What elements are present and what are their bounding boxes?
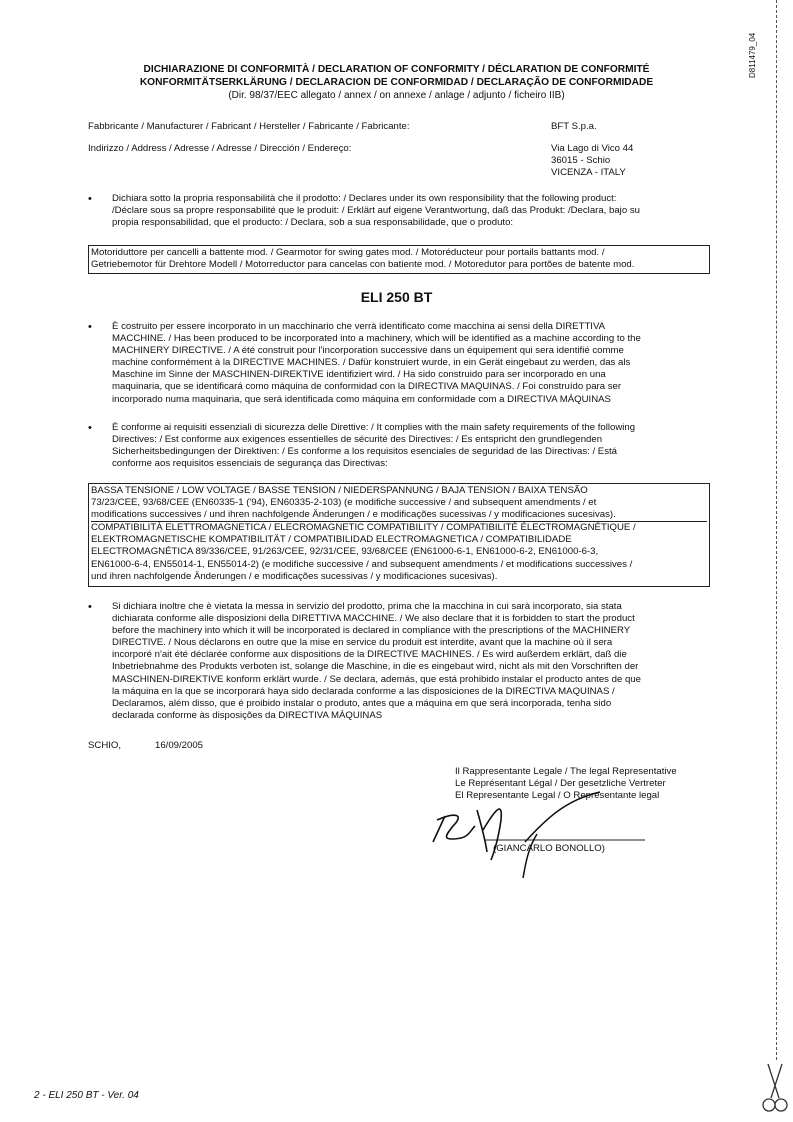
place: SCHIO,: [88, 740, 122, 751]
bullet: •: [88, 601, 92, 613]
representative-line-2: Le Représentant Légal / Der gesetzliche Vertreter: [455, 778, 666, 789]
document-code: D811479_04: [748, 32, 757, 78]
requirements-paragraph: È conforme ai requisiti essenziali di sicurezza delle Direttive: / It complies with the main safety requirements of the following Directives: / Est conforme aux exigences essentielles de sécurité des Directives: / Es entspricht den grundlegenden Sicherheitsbedingungen der Direktiven: / Es conforme a los requisitos esenciales de seguridad de las Directivas: / Está conforme aos requisitos essenciais de segurança das Directivas:: [112, 422, 636, 470]
signature-graphic: [425, 790, 655, 880]
representative-line-3: El Representante Legal / O Representante legal: [455, 790, 660, 801]
date: 16/09/2005: [155, 740, 204, 751]
page-footer: 2 - ELI 250 BT - Ver. 04: [34, 1090, 139, 1101]
emc-line-3: ELECTROMAGNÉTICA 89/336/CEE, 91/263/CEE, 92/31/CEE, 93/68/CEE (EN61000-6-1, EN61000-6-2, EN61000-6-3,: [91, 546, 599, 558]
emc-line-4: EN61000-6-4, EN55014-1, EN55014-2) (e modifiche successive / and subsequent amendments / et modifications successives /: [91, 558, 633, 570]
low-voltage-line-2: 73/23/CEE, 93/68/CEE (EN60335-1 ('94), EN60335-2-103) (e modifiche successive / and subsequent amendments / et: [91, 497, 597, 509]
bullet: •: [88, 193, 92, 205]
directives-box: [88, 483, 710, 587]
header-directive: (Dir. 98/37/EEC allegato / annex / on annexe / anlage / adjunto / ficheiro IIB): [228, 90, 565, 101]
representative-name: (GIANCARLO BONOLLO): [493, 843, 605, 854]
address-line-2: 36015 - Schio: [551, 155, 611, 166]
emc-line-5: und ihren nachfolgende Änderungen / e modificações sucessivas / y modificaciones sucesivas).: [91, 570, 498, 582]
header-line-1: DICHIARAZIONE DI CONFORMITÀ / DECLARATION OF CONFORMITY / DÉCLARATION DE CONFORMITÉ: [143, 64, 650, 75]
declares-paragraph: Dichiara sotto la propria responsabilità che il prodotto: / Declares under its own responsibility that the following product: /Déclare sous sa propre responsabilité que le produit: / Erklärt auf eigene Verantwortung, daß das Produkt: /Declara, bajo su propia responsabilidad, que el producto: / Declara, sob a sua responsabilidade, que o produto:: [112, 193, 640, 229]
product-box: [88, 245, 710, 274]
product-line-2: Getriebemotor für Drehtore Modell / Motorreductor para cancelas con batiente mod. / Motoredutor para portões de batente mod.: [91, 259, 635, 271]
address-line-1: Via Lago di Vico 44: [551, 143, 634, 154]
address-label: Indirizzo / Address / Adresse / Adresse / Dirección / Endereço:: [88, 143, 352, 154]
model-title: ELI 250 BT: [360, 289, 433, 305]
emc-line-1: COMPATIBILITÀ ELETTROMAGNETICA / ELECROMAGNETIC COMPATIBILITY / COMPATIBILITÉ ÉLECTROMAGNÉTIQUE /: [91, 521, 707, 534]
address-line-3: VICENZA - ITALY: [551, 167, 626, 178]
low-voltage-line-1: BASSA TENSIONE / LOW VOLTAGE / BASSE TENSION / NIEDERSPANNUNG / BAJA TENSION / BAIXA TENSÃO: [91, 485, 588, 496]
low-voltage-line-3: modifications successives / und ihren nachfolgende Änderungen / e modificações sucessivas / y modificaciones sucesivas).: [91, 509, 616, 521]
representative-line-1: Il Rappresentante Legale / The legal Representative: [455, 766, 677, 777]
bullet: •: [88, 422, 92, 434]
product-line-1: Motoriduttore per cancelli a battente mod. / Gearmotor for swing gates mod. / Motoréducteur pour portails battants mod. /: [91, 247, 605, 258]
emc-line-2: ELEKTROMAGNETISCHE KOMPATIBILITÄT / COMPATIBILIDAD ELECTROMAGNETICA / COMPATIBILIDADE: [91, 534, 572, 546]
manufacturer-value: BFT S.p.a.: [551, 121, 597, 132]
machinery-paragraph: È costruito per essere incorporato in un macchinario che verrà identificato come macchina ai sensi della DIRETTIVA MACCHINE. / Has been produced to be incorporated into a machinery, which will be identified as a machine according to the MACHINERY DIRECTIVE. / A été construit pour l'incorporation successive dans un équipement qui sera identifié comme machine conformément à la DIRECTIVE MACHINES. / Dafür konstruiert wurde, in ein Gerät eingebaut zu werden, das als Maschine im Sinne der MASCHINEN-DIREKTIVE identifiziert wird. / Ha sido construido para ser incorporado en una maquinaria, que se identificará como máquina de conformidad con la DIRECTIVA MAQUINAS. / Foi construído para ser incorporado numa maquinaria, que será identificada como máquina em conformidade com a DIRECTIVA MÁQUINAS: [112, 321, 641, 405]
cut-line: [776, 0, 777, 1060]
prohibition-paragraph: Si dichiara inoltre che è vietata la messa in servizio del prodotto, prima che la macchina in cui sarà incorporato, sia stata dichiarata conforme alle disposizioni della DIRETTIVA MACCHINE. / We also declare that it is forbidden to start the product before the machinery into which it will be incorporated is declared in compliance with the prescriptions of the MACHINERY DIRECTIVE. / Nous déclarons en outre que la mise en service du produit est interdite, avant que la machine où il sera incorporé n'ait été déclarée conforme aux dispositions de la DIRECTIVE MACHINES. / Es wird außerdem erklärt, daß die Inbetriebnahme des Produkts verboten ist, solange die Maschine, in die es eingebaut wird, nicht als mit den Vorschriften der MASCHINEN-DIREKTIVE konform erklärt wurde. / Se declara, además, que está prohibido instalar el producto antes de que la máquina en la que se incorporará haya sido declarada conforme a las disposiciones de la DIRECTIVA MAQUINAS / Declaramos, além disso, que é proibido instalar o produto, antes que a máquina em que será incorporada, tenha sido declarada conforme às disposições da DIRECTIVA MÁQUINAS: [112, 601, 641, 721]
header-line-2: KONFORMITÄTSERKLÄRUNG / DECLARACION DE CONFORMIDAD / DECLARAÇÃO DE CONFORMIDADE: [139, 77, 654, 88]
scissors-icon: [760, 1062, 790, 1118]
bullet: •: [88, 321, 92, 333]
manufacturer-label: Fabbricante / Manufacturer / Fabricant / Hersteller / Fabricante / Fabricante:: [88, 121, 410, 132]
